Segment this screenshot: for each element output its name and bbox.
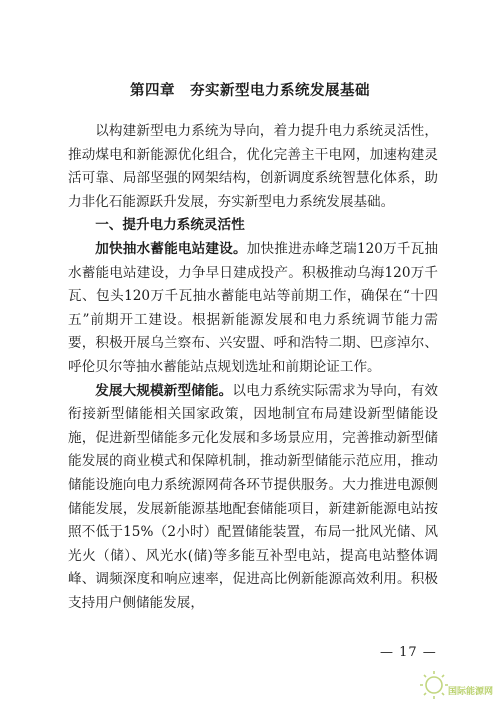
section-heading: 一、提升电力系统灵活性 — [95, 217, 245, 234]
paragraph-pumped-storage — [68, 238, 438, 380]
chapter-title: 第四章 夯实新型电力系统发展基础 — [130, 83, 370, 99]
paragraph-lead: 发展大规模新型储能。 — [95, 382, 233, 399]
paragraph-text: 以电力系统实际需求为导向，有效衔接新型储能相关国家政策，因地制宜布局建设新型储能设施，促进新型储能多元化发展和多场景应用，完善推动新型储能发展的商业模式和保障机制，推动新型储能示范应用，推动储能设施向电力系统源网荷各环节提供服务。大力推进电源侧储能发展，发展新能源基地配套储能项目，新建新能源电站按照不低于15%（2小时）配置储能装置，布局一批风光储、风光火（储）、风光水(储)等多能互补型电站，提高电站整体调峰、调频深度和响应速率，促进高比例新能源高效利用。积极支持用户侧储能发展， — [68, 382, 439, 611]
intro-paragraph: 以构建新型电力系统为导向，着力提升电力系统灵活性，推动煤电和新能源优化组合，优化完善主干电网，加速构建灵活可靠、局部坚强的网架结构，创新调度系统智慧化体系，助力非化石能源跃升发展，夯实新型电力系统发展基础。 — [68, 123, 438, 210]
watermark-text: 国际能源网 — [448, 687, 494, 697]
page-number: — 17 — — [380, 645, 437, 660]
paragraph-text: 加快推进赤峰芝瑞120万千瓦抽水蓄能电站建设，力争早日建成投产。积极推动乌海120万千瓦、包头120万千瓦抽水蓄能电站等前期工作，确保在“十四五”前期开工建设。根据新能源发展和电力系统调节能力需要，积极开展乌兰察布、兴安盟、呼和浩特二期、巴彦淖尔、呼伦贝尔等抽水蓄能站点规划选址和前期论证工作。 — [68, 240, 438, 375]
paragraph-new-energy-storage — [68, 380, 438, 616]
paragraph-lead: 加快抽水蓄能电站建设。 — [95, 240, 247, 257]
body-text — [68, 120, 438, 615]
